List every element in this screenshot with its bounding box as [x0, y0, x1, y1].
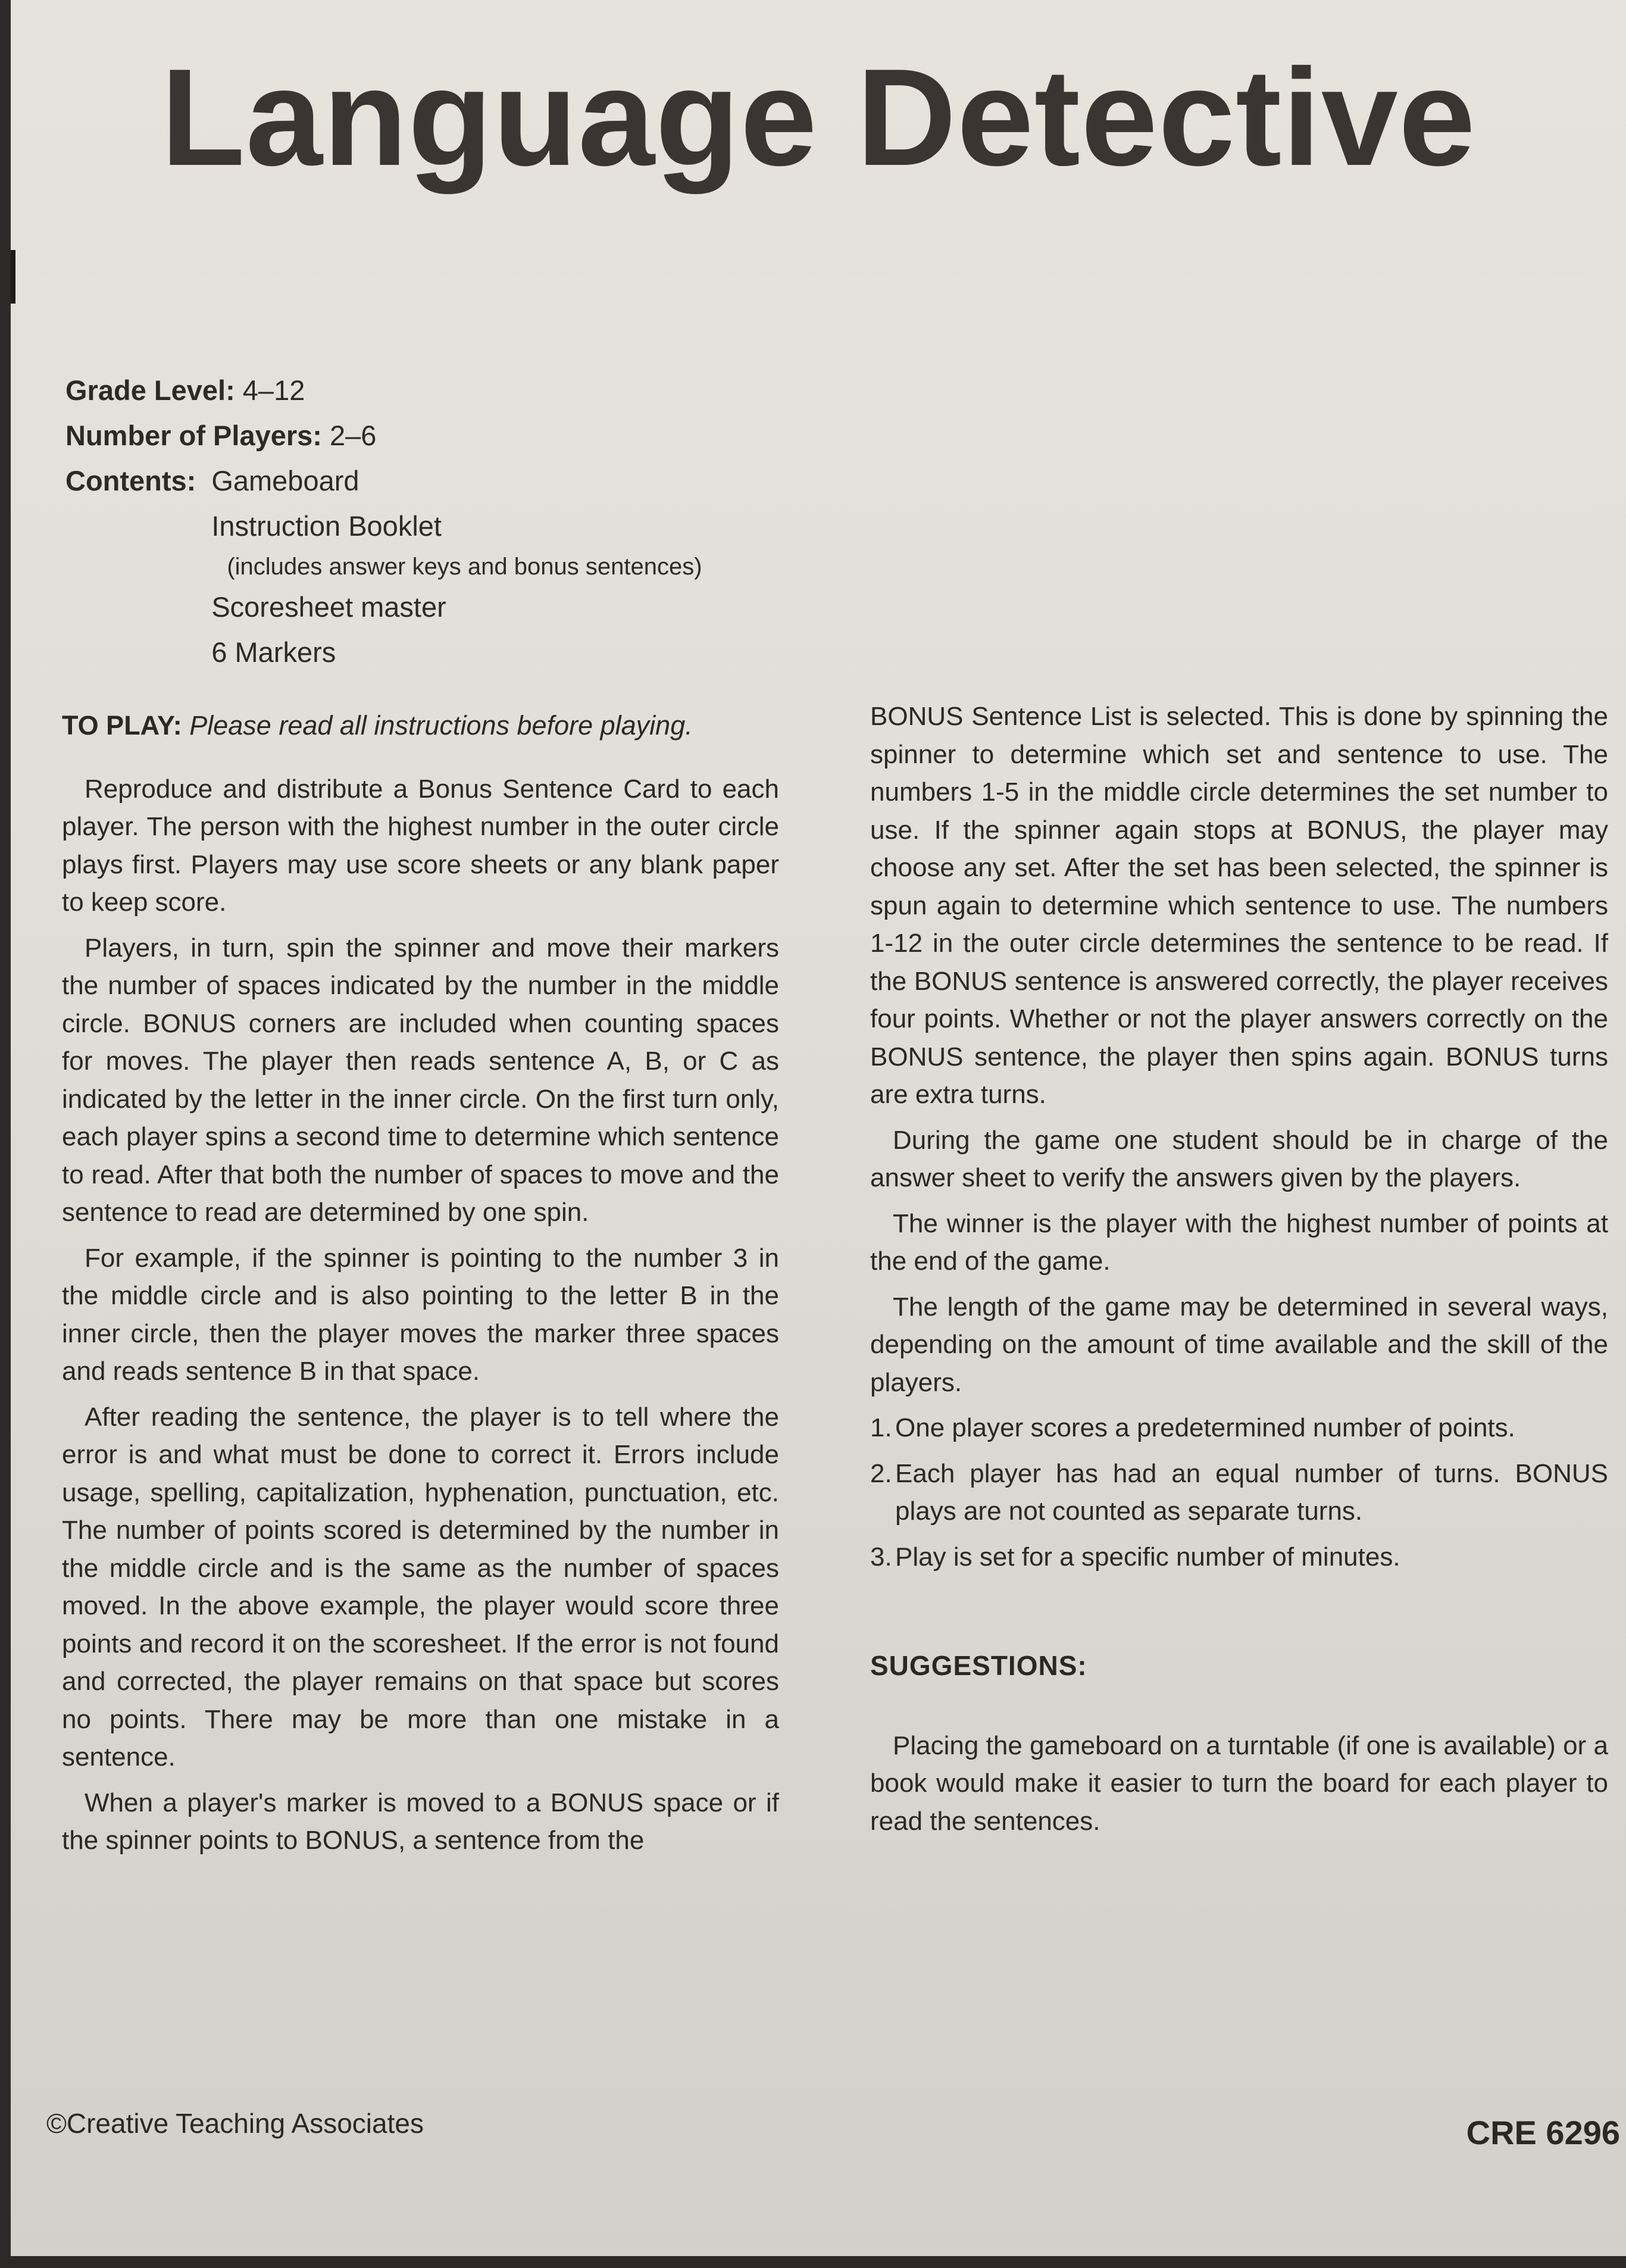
to-play-label: TO PLAY:	[62, 710, 182, 741]
to-play-heading	[62, 707, 779, 745]
product-code: CRE 6296	[1466, 2114, 1620, 2151]
page-title: Language Detective	[161, 40, 1476, 195]
suggestions-paragraph: Placing the gameboard on a turntable (if one is available) or a book would make it easier to turn the board for each player to read the sentences.	[870, 1730, 1608, 1836]
binding-edge	[11, 250, 15, 304]
players-row	[65, 413, 702, 458]
instruction-page	[11, 0, 1626, 2256]
contents-item: Gameboard	[211, 465, 359, 496]
contents-item: Scoresheet master	[211, 591, 446, 623]
to-play-note: Please read all instructions before playing.	[189, 710, 693, 741]
list-item-text: One player scores a predetermined number of points.	[895, 1413, 1515, 1442]
contents-label: Contents:	[65, 465, 196, 496]
contents-item: 6 Markers	[211, 636, 336, 668]
players-value: 2–6	[330, 420, 377, 451]
copyright-notice: ©Creative Teaching Associates	[46, 2108, 424, 2139]
list-item	[870, 1409, 1608, 1447]
instruction-paragraph: The winner is the player with the highest number of points at the end of the game.	[870, 1208, 1608, 1276]
players-label: Number of Players:	[65, 420, 322, 451]
grade-level-value: 4–12	[242, 374, 305, 406]
instruction-paragraph: During the game one student should be in charge of the answer sheet to verify the answers given by the players.	[870, 1125, 1608, 1192]
right-column	[870, 698, 1608, 1848]
contents-item-note: (includes answer keys and bonus sentences)	[227, 554, 702, 580]
left-column	[62, 707, 779, 1867]
game-info	[65, 368, 702, 675]
instruction-paragraph: When a player's marker is moved to a BONUS space or if the spinner points to BONUS, a sentence from the	[62, 1788, 779, 1855]
contents-list	[211, 458, 702, 675]
instruction-paragraph: For example, if the spinner is pointing to the number 3 in the middle circle and is also pointing to the letter B in the inner circle, then the player moves the marker three spaces and reads sentence B in that space.	[62, 1243, 779, 1386]
contents-item: Instruction Booklet	[211, 510, 442, 542]
instruction-paragraph: Players, in turn, spin the spinner and move their markers the number of spaces indicated by the number in the middle circle. BONUS corners are included when counting spaces for moves. The player then reads sentence A, B, or C as indicated by the letter in the inner circle. On the first turn only, each player spins a second time to determine which sentence to read. After that both the number of spaces to move and the sentence to read are determined by one spin.	[62, 933, 779, 1227]
list-item-text: Play is set for a specific number of minutes.	[895, 1542, 1400, 1572]
game-length-options	[870, 1409, 1608, 1576]
list-item-number: 1.	[870, 1413, 892, 1442]
list-item	[870, 1538, 1608, 1576]
instruction-paragraph-continued: BONUS Sentence List is selected. This is done by spinning the spinner to determine which set and sentence to use. The numbers 1-5 in the middle circle determines the set number to use. If the spinner again stops at BONUS, the player may choose any set. After the set has been selected, the spinner is spun again to determine which sentence to use. The numbers 1-12 in the outer circle determines the sentence to be read. If the BONUS sentence is answered correctly, the player receives four points. Whether or not the player answers correctly on the BONUS sentence, the player then spins again. BONUS turns are extra turns.	[870, 702, 1608, 1109]
list-item-number: 2.	[870, 1458, 892, 1488]
grade-level-row	[65, 368, 702, 413]
list-item-number: 3.	[870, 1542, 892, 1572]
list-item	[870, 1455, 1608, 1530]
instruction-paragraph: Reproduce and distribute a Bonus Sentence Card to each player. The person with the highest number in the outer circle plays first. Players may use score sheets or any blank paper to keep score.	[62, 774, 779, 917]
contents-row	[65, 458, 702, 675]
grade-level-label: Grade Level:	[65, 374, 235, 406]
suggestions-heading: SUGGESTIONS:	[870, 1650, 1087, 1681]
instruction-paragraph: The length of the game may be determined in several ways, depending on the amount of time available and the skill of the players.	[870, 1292, 1608, 1397]
list-item-text: Each player has had an equal number of turns. BONUS plays are not counted as separate turns.	[895, 1458, 1608, 1526]
instruction-paragraph: After reading the sentence, the player is to tell where the error is and what must be done to correct it. Errors include usage, spelling, capitalization, hyphenation, punctuation, etc. The number of points scored is determined by the number in the middle circle and is the same as the number of spaces moved. In the above example, the player would score three points and record it on the scoresheet. If the error is not found and corrected, the player remains on that space but scores no points. There may be more than one mistake in a sentence.	[62, 1402, 779, 1772]
